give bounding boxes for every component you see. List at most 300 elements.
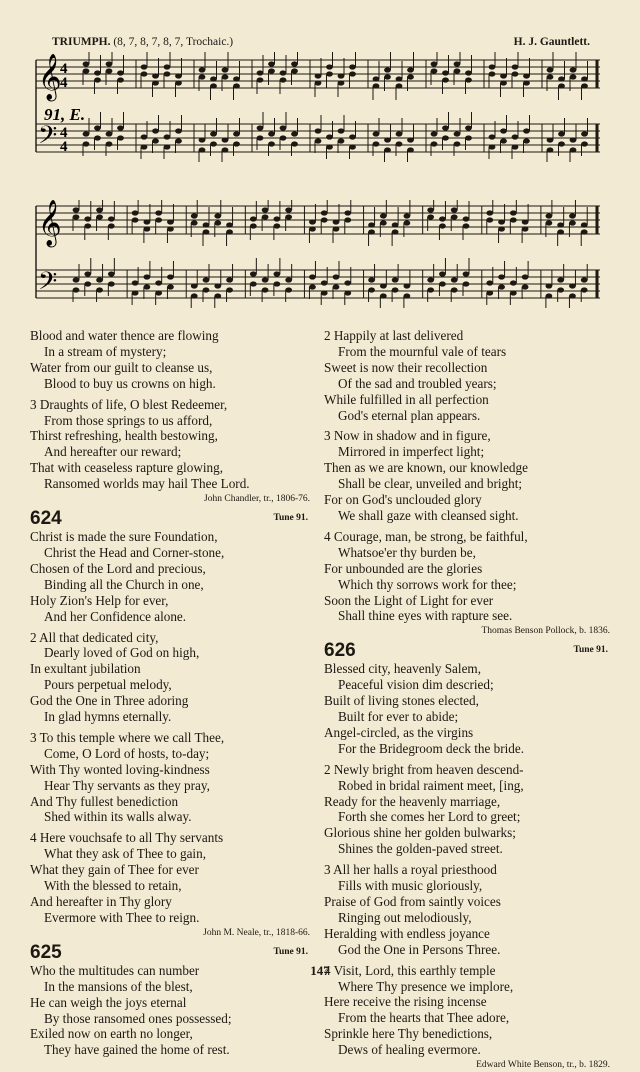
- note-head: [210, 83, 217, 88]
- verse-line: Blood and water thence are flowing: [30, 328, 219, 343]
- note-head: [338, 73, 345, 78]
- note-head: [510, 210, 517, 215]
- note-head: [489, 71, 496, 76]
- music-system-2: [28, 200, 608, 320]
- note-head: [214, 213, 221, 218]
- verse-line: Fills with music gloriously,: [338, 878, 483, 894]
- verse-line: Dearly loved of God on high,: [44, 645, 200, 661]
- note-head: [268, 61, 275, 66]
- verse-line: Ransomed worlds may hail Thee Lord.: [44, 476, 250, 492]
- note-head: [132, 290, 139, 295]
- note-head: [291, 61, 298, 66]
- note-head: [498, 284, 505, 289]
- note-head: [522, 226, 529, 231]
- note-head: [344, 210, 351, 215]
- verse-line: In exultant jubilation: [30, 661, 141, 677]
- note-head: [545, 220, 552, 225]
- note-head: [233, 131, 240, 136]
- verse-line: He can weigh the joys eternal: [30, 994, 187, 1010]
- verse-line: Chosen of the Lord and precious,: [30, 560, 206, 576]
- note-head: [523, 80, 530, 85]
- note-head: [280, 70, 287, 75]
- note-head: [463, 281, 470, 286]
- verse-line: Which thy sorrows work for thee;: [338, 576, 517, 592]
- note-head: [569, 283, 576, 288]
- note-head: [199, 74, 206, 79]
- tune-reference: Tune 91.: [573, 645, 608, 656]
- note-head: [108, 281, 115, 286]
- note-head: [454, 61, 461, 66]
- verse-line: Shall thine eyes with rapture see.: [338, 608, 513, 624]
- note-head: [523, 73, 530, 78]
- attribution: John M. Neale, tr., 1818-66.: [203, 927, 310, 938]
- time-signature: 4: [60, 125, 68, 141]
- note-head: [108, 271, 115, 276]
- note-head: [439, 281, 446, 286]
- note-head: [96, 214, 103, 219]
- verse-line: For the Bridegroom deck the bride.: [338, 740, 525, 756]
- note-head: [427, 207, 434, 212]
- note-head: [143, 219, 150, 224]
- verse-line: For unbounded are the glories: [324, 560, 483, 576]
- note-head: [512, 64, 519, 69]
- note-head: [407, 67, 414, 72]
- note-head: [570, 67, 577, 72]
- note-head: [570, 147, 577, 152]
- note-head: [326, 144, 333, 149]
- note-head: [262, 277, 269, 282]
- note-head: [338, 128, 345, 133]
- note-head: [522, 219, 529, 224]
- note-head: [250, 281, 257, 286]
- verse-line: 2 Happily at last delivered: [324, 328, 464, 343]
- verse-line: In the mansions of the blest,: [44, 978, 193, 994]
- note-head: [94, 135, 101, 140]
- hymn-number: 626: [324, 640, 356, 662]
- right-column: [324, 328, 610, 1072]
- note-head: [439, 271, 446, 276]
- verse-line: Built for ever to abide;: [338, 709, 459, 725]
- treble-clef: 𝄞: [38, 54, 62, 100]
- note-head: [83, 68, 90, 73]
- note-head: [257, 135, 264, 140]
- note-head: [557, 277, 564, 282]
- verse-line: In glad hymns eternally.: [44, 709, 172, 725]
- note-head: [512, 134, 519, 139]
- note-head: [396, 141, 403, 146]
- note-head: [545, 213, 552, 218]
- note-head: [333, 219, 340, 224]
- verse-line: 3 Now in shadow and in figure,: [324, 428, 491, 444]
- verse-line: Evermore with Thee to reign.: [44, 909, 200, 925]
- note-head: [285, 214, 292, 219]
- verse-line: 4 Courage, man, be strong, be faithful,: [324, 528, 528, 544]
- hymn-625-continuation: [324, 328, 610, 624]
- note-head: [73, 277, 80, 282]
- verse-line: 4 Here vouchsafe to all Thy servants: [30, 830, 224, 846]
- note-head: [199, 137, 206, 142]
- note-head: [451, 214, 458, 219]
- note-head: [233, 76, 240, 81]
- note-head: [191, 213, 198, 218]
- note-head: [315, 138, 322, 143]
- verse-line: Shed within its walls alway.: [44, 809, 192, 825]
- note-head: [214, 283, 221, 288]
- hymn-624-verses: [30, 529, 310, 926]
- note-head: [431, 61, 438, 66]
- note-head: [403, 293, 410, 298]
- note-head: [164, 134, 171, 139]
- tune-number-mark: 91, E.: [44, 105, 86, 124]
- note-head: [257, 125, 264, 130]
- note-head: [321, 217, 328, 222]
- note-head: [338, 138, 345, 143]
- note-head: [167, 219, 174, 224]
- verse-line: While fulfilled in all perfection: [324, 391, 489, 407]
- note-head: [581, 131, 588, 136]
- note-head: [96, 287, 103, 292]
- note-head: [523, 128, 530, 133]
- note-head: [500, 128, 507, 133]
- note-head: [203, 277, 210, 282]
- note-head: [486, 280, 493, 285]
- note-head: [262, 207, 269, 212]
- note-head: [214, 293, 221, 298]
- note-head: [199, 147, 206, 152]
- note-head: [442, 135, 449, 140]
- note-head: [489, 64, 496, 69]
- verse-line: Exiled now on earth no longer,: [30, 1026, 193, 1042]
- tune-reference: Tune 91.: [273, 513, 308, 524]
- note-head: [280, 77, 287, 82]
- verse-line: And hereafter our reward;: [44, 444, 182, 460]
- note-head: [396, 131, 403, 136]
- note-head: [368, 287, 375, 292]
- note-head: [108, 216, 115, 221]
- tune-composer: H. J. Gauntlett.: [513, 36, 590, 48]
- note-head: [155, 217, 162, 222]
- hymn-623-continuation: [30, 328, 310, 492]
- note-head: [273, 223, 280, 228]
- verse-line: Built of living stones elected,: [324, 693, 479, 709]
- note-head: [106, 141, 113, 146]
- note-head: [431, 131, 438, 136]
- hymn-626-header: [324, 640, 610, 661]
- note-head: [96, 277, 103, 282]
- note-head: [558, 131, 565, 136]
- note-head: [108, 223, 115, 228]
- note-head: [167, 226, 174, 231]
- note-head: [167, 284, 174, 289]
- note-head: [84, 281, 91, 286]
- note-head: [392, 222, 399, 227]
- note-head: [268, 131, 275, 136]
- verse-line: Who the multitudes can number: [30, 962, 200, 978]
- note-head: [431, 141, 438, 146]
- note-head: [384, 147, 391, 152]
- note-head: [392, 229, 399, 234]
- note-head: [581, 277, 588, 282]
- note-head: [451, 207, 458, 212]
- note-head: [226, 222, 233, 227]
- note-head: [117, 135, 124, 140]
- note-head: [349, 134, 356, 139]
- note-head: [199, 67, 206, 72]
- note-head: [454, 68, 461, 73]
- note-head: [141, 71, 148, 76]
- note-head: [164, 71, 171, 76]
- note-head: [280, 125, 287, 130]
- verse-line: Binding all the Church in one,: [44, 576, 204, 592]
- verse-line: Dews of healing evermore.: [338, 1042, 481, 1058]
- music-score-svg: [28, 200, 608, 320]
- verse-line: Ringing out melodiously,: [338, 909, 472, 925]
- note-head: [210, 141, 217, 146]
- music-system-1: [28, 52, 608, 177]
- note-head: [191, 220, 198, 225]
- verse-line: God's eternal plan appears.: [338, 407, 481, 423]
- verse-line: Water from our guilt to cleanse us,: [30, 359, 213, 375]
- note-head: [326, 71, 333, 76]
- note-head: [522, 274, 529, 279]
- note-head: [73, 214, 80, 219]
- verse-line: God the One in Persons Three.: [338, 941, 501, 957]
- note-head: [486, 210, 493, 215]
- note-head: [257, 77, 264, 82]
- verse-line: From those springs to us afford,: [44, 412, 213, 428]
- time-signature: 4: [60, 139, 68, 155]
- note-head: [486, 217, 493, 222]
- note-head: [454, 131, 461, 136]
- note-head: [569, 220, 576, 225]
- verse-line: 3 To this temple where we call Thee,: [30, 729, 225, 745]
- verse-line: Hear Thy servants as they pray,: [44, 777, 210, 793]
- verse-line: Here receive the rising incense: [324, 994, 487, 1010]
- verse-line: Where Thy presence we implore,: [338, 978, 514, 994]
- verse-line: Ready for the heavenly marriage,: [324, 793, 501, 809]
- note-head: [380, 283, 387, 288]
- note-head: [117, 77, 124, 82]
- hymn-625-header: [30, 942, 310, 963]
- note-head: [203, 222, 210, 227]
- note-head: [143, 226, 150, 231]
- note-head: [545, 293, 552, 298]
- verse-line: Whatsoe'er thy burden be,: [338, 544, 476, 560]
- note-head: [222, 147, 229, 152]
- note-head: [427, 214, 434, 219]
- note-head: [83, 61, 90, 66]
- verse-line: For on God's unclouded glory: [324, 492, 482, 508]
- note-head: [141, 64, 148, 69]
- note-head: [547, 74, 554, 79]
- note-head: [581, 287, 588, 292]
- note-head: [233, 83, 240, 88]
- note-head: [373, 76, 380, 81]
- note-head: [309, 226, 316, 231]
- verse-line: From the mournful vale of tears: [338, 343, 507, 359]
- note-head: [442, 125, 449, 130]
- note-head: [368, 222, 375, 227]
- note-head: [326, 64, 333, 69]
- verse-line: Shall be clear, unveiled and bright;: [338, 476, 523, 492]
- verse-line: Then as we are known, our knowledge: [324, 460, 528, 476]
- note-head: [558, 141, 565, 146]
- note-head: [214, 220, 221, 225]
- note-head: [439, 216, 446, 221]
- note-head: [431, 68, 438, 73]
- verse-line: From the hearts that Thee adore,: [338, 1010, 510, 1026]
- note-head: [203, 229, 210, 234]
- note-head: [233, 141, 240, 146]
- verse-line: With Thy wonted loving-kindness: [30, 761, 210, 777]
- note-head: [557, 229, 564, 234]
- verse-line: Glorious shine her golden bulwarks;: [324, 825, 516, 841]
- note-head: [581, 222, 588, 227]
- note-head: [167, 274, 174, 279]
- note-head: [132, 217, 139, 222]
- bass-clef: 𝄢: [38, 121, 58, 156]
- note-head: [349, 71, 356, 76]
- note-head: [291, 141, 298, 146]
- tune-name: TRIUMPH.: [52, 36, 111, 48]
- page-number: 147: [310, 963, 330, 978]
- note-head: [489, 134, 496, 139]
- note-head: [73, 287, 80, 292]
- note-head: [380, 220, 387, 225]
- note-head: [175, 80, 182, 85]
- note-head: [132, 210, 139, 215]
- note-head: [442, 70, 449, 75]
- note-head: [407, 147, 414, 152]
- note-head: [500, 80, 507, 85]
- hymn-number: 624: [30, 508, 62, 530]
- note-head: [523, 138, 530, 143]
- note-head: [396, 76, 403, 81]
- note-head: [333, 226, 340, 231]
- note-head: [94, 125, 101, 130]
- note-head: [344, 280, 351, 285]
- note-head: [581, 76, 588, 81]
- note-head: [175, 138, 182, 143]
- note-head: [373, 83, 380, 88]
- note-head: [384, 74, 391, 79]
- note-head: [500, 73, 507, 78]
- note-head: [285, 207, 292, 212]
- note-head: [349, 64, 356, 69]
- note-head: [463, 223, 470, 228]
- note-head: [155, 280, 162, 285]
- note-head: [152, 138, 159, 143]
- verse-line: Blood to buy us crowns on high.: [44, 375, 216, 391]
- note-head: [262, 214, 269, 219]
- note-head: [569, 293, 576, 298]
- note-head: [285, 287, 292, 292]
- note-head: [117, 125, 124, 130]
- verse-line: 3 Draughts of life, O blest Redeemer,: [30, 396, 228, 412]
- note-head: [280, 135, 287, 140]
- note-head: [268, 68, 275, 73]
- note-head: [222, 74, 229, 79]
- note-head: [344, 290, 351, 295]
- note-head: [309, 274, 316, 279]
- note-head: [522, 284, 529, 289]
- note-head: [569, 213, 576, 218]
- note-head: [226, 229, 233, 234]
- note-head: [407, 74, 414, 79]
- note-head: [226, 287, 233, 292]
- note-head: [94, 70, 101, 75]
- note-head: [581, 229, 588, 234]
- verse-line: Christ is made the sure Foundation,: [30, 529, 218, 545]
- note-head: [96, 207, 103, 212]
- note-head: [570, 74, 577, 79]
- note-head: [84, 223, 91, 228]
- note-head: [439, 223, 446, 228]
- note-head: [152, 128, 159, 133]
- verse-line: Praise of God from saintly voices: [324, 894, 501, 909]
- note-head: [315, 128, 322, 133]
- music-score-svg: [28, 52, 608, 177]
- note-head: [465, 70, 472, 75]
- note-head: [373, 131, 380, 136]
- note-head: [368, 277, 375, 282]
- note-head: [489, 144, 496, 149]
- note-head: [454, 141, 461, 146]
- note-head: [486, 290, 493, 295]
- note-head: [512, 71, 519, 76]
- note-head: [106, 131, 113, 136]
- verse-line: Soon the Light of Light for ever: [324, 592, 494, 608]
- tune-reference: Tune 91.: [273, 946, 308, 957]
- note-head: [291, 68, 298, 73]
- verse-line: Blessed city, heavenly Salem,: [324, 661, 481, 677]
- note-head: [155, 210, 162, 215]
- note-head: [273, 281, 280, 286]
- note-head: [273, 271, 280, 276]
- note-head: [384, 67, 391, 72]
- note-head: [141, 144, 148, 149]
- hymn-624-header: [30, 508, 310, 529]
- note-head: [326, 134, 333, 139]
- note-head: [117, 70, 124, 75]
- note-head: [175, 73, 182, 78]
- verse-line: Peaceful vision dim descried;: [338, 677, 494, 693]
- note-head: [143, 284, 150, 289]
- note-head: [373, 141, 380, 146]
- note-head: [164, 64, 171, 69]
- tune-header: [52, 36, 590, 48]
- note-head: [155, 290, 162, 295]
- verse-line: Christ the Head and Corner-stone,: [44, 544, 225, 560]
- note-head: [338, 80, 345, 85]
- note-head: [106, 61, 113, 66]
- note-head: [73, 207, 80, 212]
- note-head: [558, 76, 565, 81]
- note-head: [547, 137, 554, 142]
- note-head: [141, 134, 148, 139]
- note-head: [368, 229, 375, 234]
- verse-line: Robed in bridal raiment meet, [ing,: [338, 777, 524, 793]
- note-head: [403, 283, 410, 288]
- note-head: [250, 223, 257, 228]
- note-head: [510, 280, 517, 285]
- verse-line: Pours perpetual melody,: [44, 677, 172, 693]
- note-head: [581, 141, 588, 146]
- verse-line: We shall gaze with cleansed sight.: [338, 507, 519, 523]
- note-head: [321, 210, 328, 215]
- note-head: [152, 80, 159, 85]
- note-head: [132, 280, 139, 285]
